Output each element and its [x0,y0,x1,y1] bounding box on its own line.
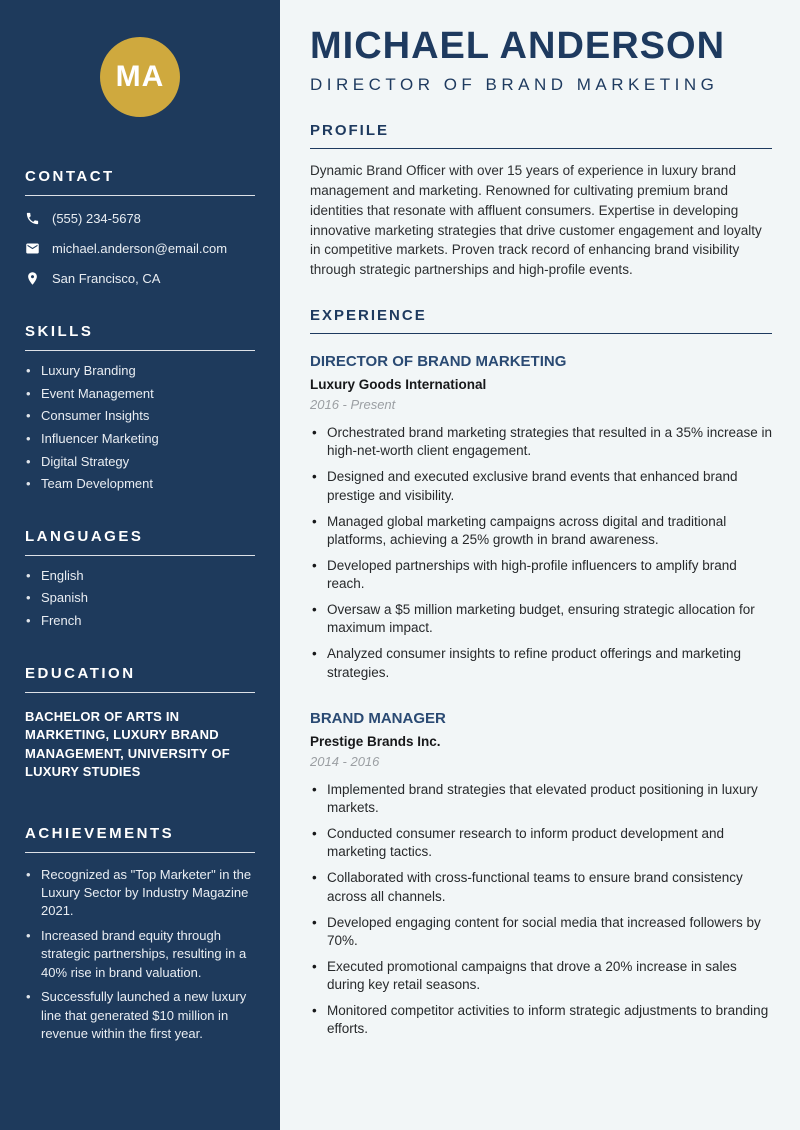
achievement-item: • Increased brand equity through strategic partnerships, resulting in a 40% rise in brand valuation. [25,927,255,982]
profile-heading: PROFILE [310,122,772,149]
job-bullet: • Developed partnerships with high-profile influencers to amplify brand reach. [310,557,772,594]
contact-email-row [25,241,255,256]
job-bullet: • Designed and executed exclusive brand events that enhanced brand prestige and visibility. [310,468,772,505]
job-bullet: • Developed engaging content for social media that increased followers by 70%. [310,914,772,951]
languages-heading: LANGUAGES [25,528,255,556]
resume-main [280,0,800,1130]
profile-text: Dynamic Brand Officer with over 15 years of experience in luxury brand management and marketing. Renowned for cultivating premium brand identities that resonate with affluent consumers. Expertise in developing innovative marketing strategies that drive customer engagement and loyalty in competitive markets. Proven track record of enhancing brand visibility through strategic partnerships and high-profile events. [310,163,762,278]
languages-section [25,528,255,628]
skills-section [25,323,255,491]
profile-section [310,122,772,280]
email-icon [25,241,40,256]
job-bullet: • Analyzed consumer insights to refine product offerings and marketing strategies. [310,645,772,682]
job-bullet: • Implemented brand strategies that elevated product positioning in luxury markets. [310,781,772,818]
education-section [25,665,255,782]
job-bullet: • Collaborated with cross-functional teams to ensure brand consistency across all channels. [310,869,772,906]
achievements-list [25,866,255,1044]
sidebar [0,0,280,1130]
skill-item: • Influencer Marketing [25,432,255,446]
skill-item: • Luxury Branding [25,364,255,378]
phone-icon [25,211,40,226]
phone-value: (555) 234-5678 [52,211,141,226]
language-item: • French [25,614,255,628]
contact-location-row [25,271,255,286]
skill-item: • Digital Strategy [25,455,255,469]
email-value: michael.anderson@email.com [52,241,228,256]
job-title: DIRECTOR OF BRAND MARKETING [310,353,567,371]
job-bullet: • Executed promotional campaigns that drove a 20% increase in sales during key retail seasons. [310,958,772,995]
job-title: BRAND MANAGER [310,709,446,727]
job-bullet: • Oversaw a $5 million marketing budget, ensuring strategic allocation for maximum impact. [310,601,772,638]
job-block [310,710,772,1039]
job-bullet: • Conducted consumer research to inform product development and marketing tactics. [310,825,772,862]
contact-section [25,168,255,286]
contact-phone-row [25,211,255,226]
achievements-heading: ACHIEVEMENTS [25,825,255,853]
experience-heading: EXPERIENCE [310,307,772,334]
achievement-item: • Successfully launched a new luxury line that generated $10 million in revenue within the first year. [25,988,255,1043]
languages-list [25,569,255,628]
experience-section [310,307,772,1039]
job-bullet-list [310,781,772,1039]
avatar-initials: MA [115,60,165,93]
job-bullet: • Orchestrated brand marketing strategies that resulted in a 35% increase in high-net-worth client engagement. [310,424,772,461]
skill-item: • Team Development [25,477,255,491]
job-company: Luxury Goods International [310,377,487,393]
skills-list [25,364,255,491]
job-dates: 2016 - Present [310,397,396,413]
job-bullet-list [310,424,772,682]
job-block [310,353,772,682]
education-heading: EDUCATION [25,665,255,693]
achievements-section [25,825,255,1044]
job-bullet: • Managed global marketing campaigns across digital and traditional platforms, achieving a 25% growth in brand awareness. [310,513,772,550]
achievement-item: • Recognized as "Top Marketer" in the Luxury Sector by Industry Magazine 2021. [25,866,255,921]
language-item: • Spanish [25,591,255,605]
job-dates: 2014 - 2016 [310,753,380,769]
job-company: Prestige Brands Inc. [310,733,441,749]
job-bullet: • Monitored competitor activities to inform strategic adjustments to branding efforts. [310,1002,772,1039]
location-value: San Francisco, CA [52,271,161,286]
language-item: • English [25,569,255,583]
skills-heading: SKILLS [25,323,255,351]
avatar [100,37,180,117]
education-degree: BACHELOR OF ARTS IN MARKETING, LUXURY BRAND MANAGEMENT, UNIVERSITY OF LUXURY STUDIES [25,708,230,780]
skill-item: • Event Management [25,387,255,401]
person-name: MICHAEL ANDERSON [310,25,726,67]
location-icon [25,271,40,286]
contact-heading: CONTACT [25,168,255,196]
skill-item: • Consumer Insights [25,409,255,423]
person-job-title: DIRECTOR OF BRAND MARKETING [310,75,719,94]
